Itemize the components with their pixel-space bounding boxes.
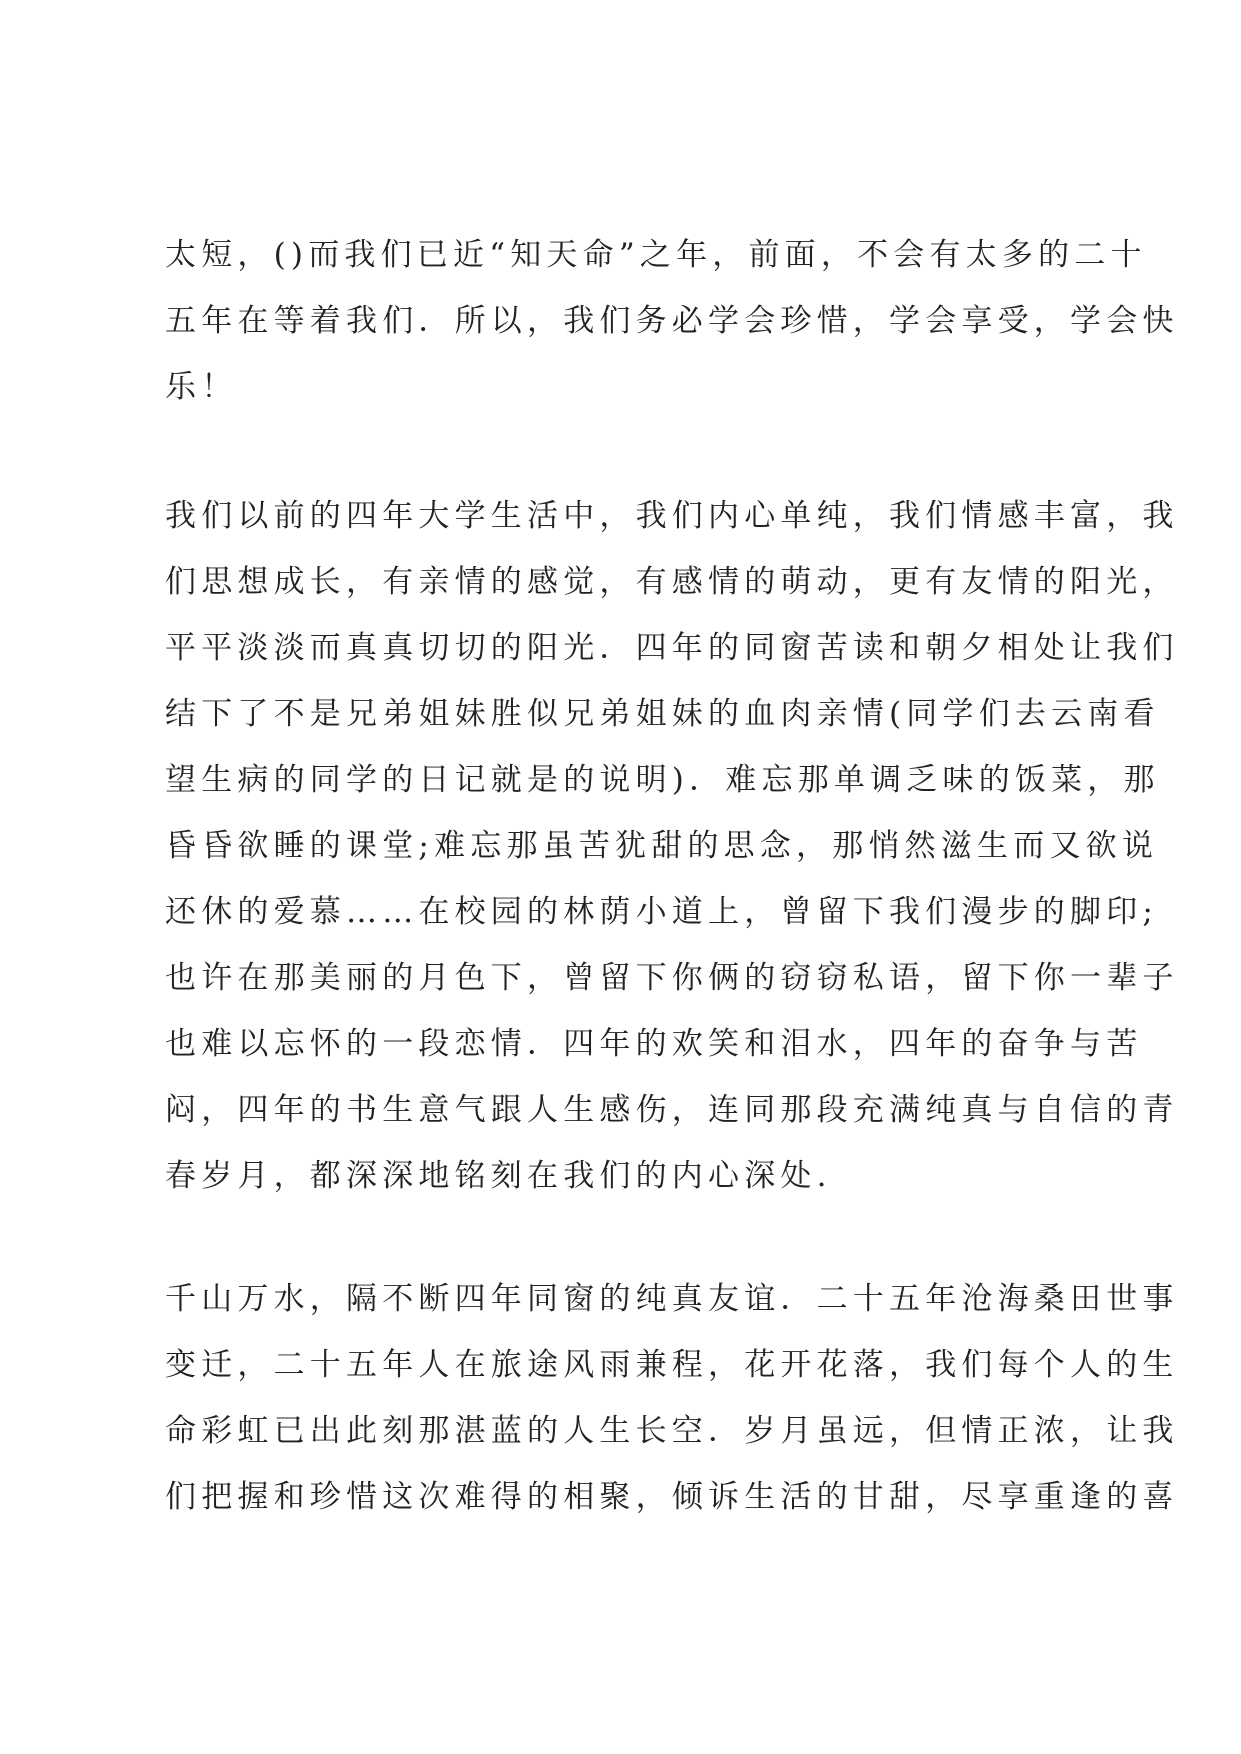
text-line: 也难以忘怀的一段恋情．四年的欢笑和泪水，四年的奋争与苦 <box>165 1026 1143 1062</box>
text-line: 们思想成长，有亲情的感觉，有感情的萌动，更有友情的阳光， <box>165 564 1179 600</box>
text-line: 春岁月，都深深地铭刻在我们的内心深处. <box>165 1158 832 1194</box>
text-line: 我们以前的四年大学生活中，我们内心单纯，我们情感丰富，我 <box>165 498 1179 534</box>
text-line: 结下了不是兄弟姐妹胜似兄弟姐妹的血肉亲情(同学们去云南看 <box>165 696 1160 732</box>
text-line: 望生病的同学的日记就是的说明)．难忘那单调乏味的饭菜，那 <box>165 762 1160 798</box>
text-line: 闷，四年的书生意气跟人生感伤，连同那段充满纯真与自信的青 <box>165 1092 1179 1128</box>
text-line: 变迁，二十五年人在旅途风雨兼程，花开花落，我们每个人的生 <box>165 1347 1179 1383</box>
text-line: 平平淡淡而真真切切的阳光．四年的同窗苦读和朝夕相处让我们 <box>165 630 1179 666</box>
text-line: 昏昏欲睡的课堂;难忘那虽苦犹甜的思念，那悄然滋生而又欲说 <box>165 828 1159 864</box>
text-line: 五年在等着我们．所以，我们务必学会珍惜，学会享受，学会快 <box>165 303 1179 339</box>
text-line: 命彩虹已出此刻那湛蓝的人生长空．岁月虽远，但情正浓，让我 <box>165 1413 1179 1449</box>
paragraph <box>165 1266 1179 1530</box>
text-line: 们把握和珍惜这次难得的相聚，倾诉生活的甘甜，尽享重逢的喜 <box>165 1479 1179 1515</box>
text-line: 千山万水，隔不断四年同窗的纯真友谊．二十五年沧海桑田世事 <box>165 1281 1179 1317</box>
text-line: 还休的爱慕……在校园的林荫小道上，曾留下我们漫步的脚印; <box>165 894 1159 930</box>
text-line: 乐！ <box>165 369 238 405</box>
text-line: 太短，()而我们已近“知天命”之年，前面，不会有太多的二十 <box>165 237 1147 273</box>
text-line: 也许在那美丽的月色下，曾留下你俩的窃窃私语，留下你一辈子 <box>165 960 1179 996</box>
paragraph <box>165 222 1179 420</box>
paragraph <box>165 483 1179 1209</box>
